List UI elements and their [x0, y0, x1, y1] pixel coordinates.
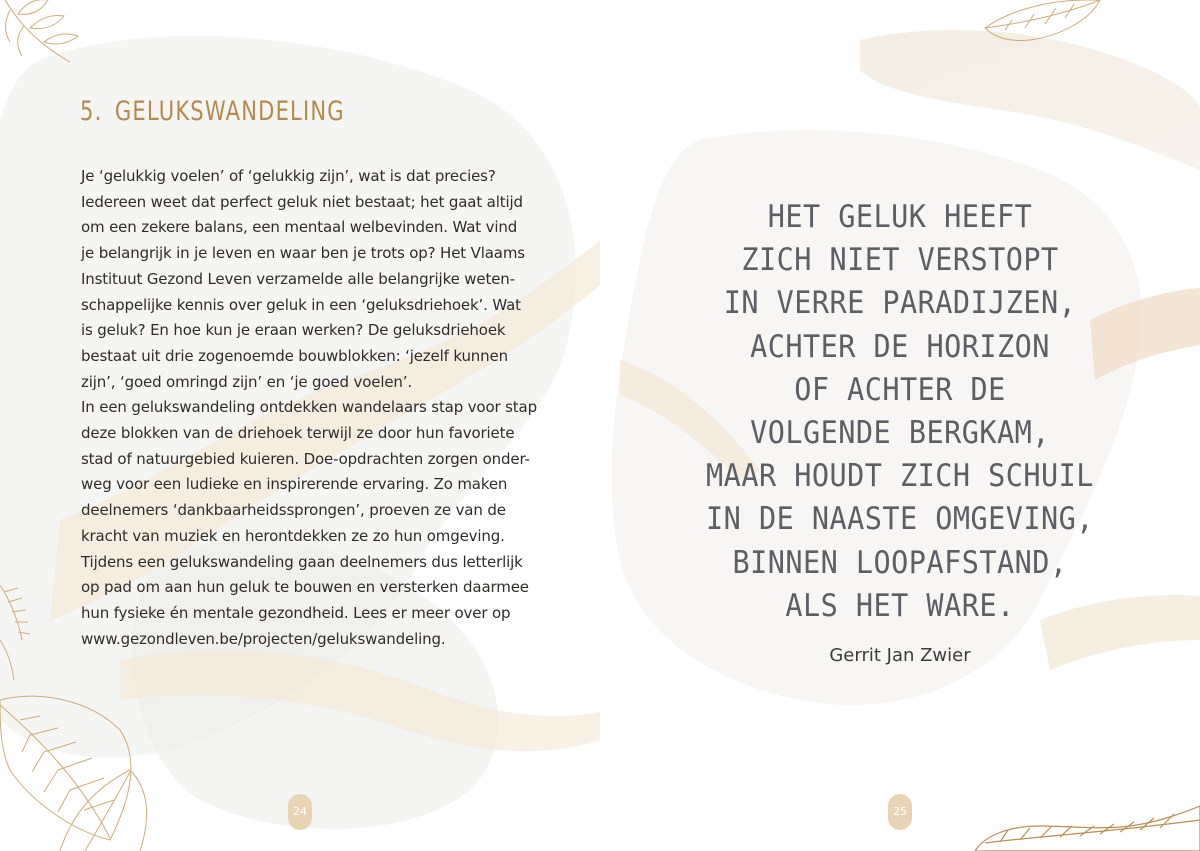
- body-line: op pad om aan hun geluk te bouwen en versterken daarmee: [81, 578, 529, 597]
- section-heading: [80, 96, 345, 127]
- body-line: zijn’, ‘goed omringd zijn’ en ‘je goed voelen’.: [81, 372, 413, 391]
- body-line: Je ‘gelukkig voelen’ of ‘gelukkig zijn’, wat is dat precies?: [81, 167, 496, 185]
- quote-line: ZICH NIET VERSTOPT: [741, 242, 1059, 279]
- section-number: 5.: [80, 96, 103, 127]
- quote-block: [600, 196, 1200, 628]
- quote-line: HET GELUK HEEFT: [767, 199, 1033, 235]
- quote-line: BINNEN LOOPAFSTAND,: [732, 544, 1068, 581]
- body-line: kracht van muziek en herontdekken ze zo hun omgeving.: [81, 526, 505, 545]
- body-line: is geluk? En hoe kun je eraan werken? De geluksdriehoek: [81, 321, 506, 340]
- body-line: Iedereen weet dat perfect geluk niet bestaat; het gaat altijd: [81, 192, 523, 211]
- quote-line: IN DE NAASTE OMGEVING,: [706, 501, 1094, 538]
- body-line: om een zekere balans, een mentaal welbevinden. Wat vind: [81, 218, 518, 237]
- quote-line: MAAR HOUDT ZICH SCHUIL: [706, 458, 1094, 495]
- body-line: bestaat uit drie zogenoemde bouwblokken: ‘jezelf kunnen: [81, 346, 508, 365]
- body-line: hun fysieke én mentale gezondheid. Lees er meer over op: [81, 603, 511, 622]
- right-page: [600, 0, 1200, 851]
- body-line-link: www.gezondleven.be/projecten/gelukswandeling.: [81, 629, 446, 648]
- page-number-badge: 25: [888, 794, 912, 830]
- body-line: deelnemers ‘dankbaarheidssprongen’, proeven ze van de: [81, 501, 506, 520]
- section-title: GELUKSWANDELING: [114, 96, 345, 127]
- quote-line: OF ACHTER DE: [794, 371, 1006, 408]
- body-line: schappelijke kennis over geluk in een ‘geluksdriehoek’. Wat: [81, 295, 521, 314]
- quote-author: Gerrit Jan Zwier: [829, 645, 971, 666]
- body-line: In een gelukswandeling ontdekken wandelaars stap voor stap: [81, 398, 537, 417]
- quote-line: ACHTER DE HORIZON: [750, 328, 1050, 365]
- page-number-badge: 24: [288, 794, 312, 830]
- quote-line: VOLGENDE BERGKAM,: [750, 415, 1050, 452]
- body-line: Instituut Gezond Leven verzamelde alle belangrijke weten-: [81, 269, 515, 288]
- body-line: deze blokken van de driehoek terwijl ze door hun favoriete: [81, 424, 515, 443]
- body-line: stad of natuurgebied kuieren. Doe-opdrachten zorgen onder-: [81, 449, 530, 468]
- body-line: weg voor een ludieke en inspirerende ervaring. Zo maken: [81, 475, 508, 494]
- quote-line: ALS HET WARE.: [785, 587, 1015, 624]
- body-line: Tijdens een gelukswandeling gaan deelnemers dus letterlijk: [81, 552, 523, 571]
- quote-line: IN VERRE PARADIJZEN,: [723, 285, 1077, 322]
- body-line: je belangrijk in je leven en waar ben je trots op? Het Vlaams: [81, 244, 525, 263]
- body-paragraph: [81, 164, 537, 652]
